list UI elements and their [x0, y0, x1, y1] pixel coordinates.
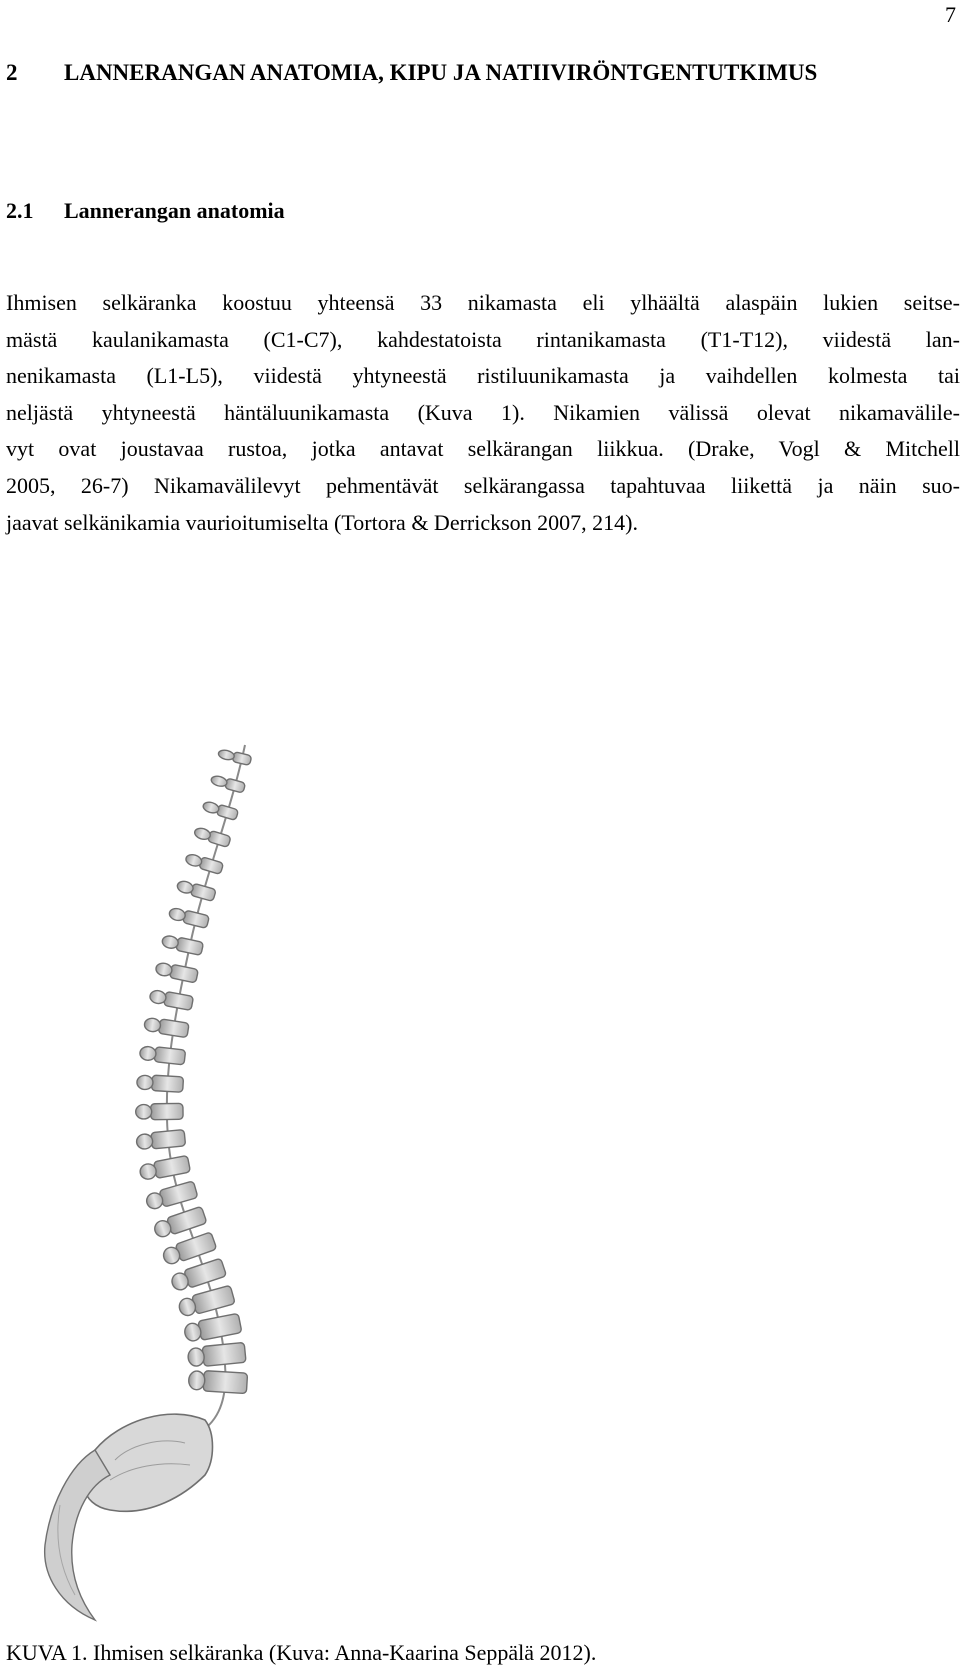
paragraph-line: vyt ovat joustavaa rustoa, jotka antavat selkärangan liikkua. (Drake, Vogl & Mitchell — [6, 436, 960, 462]
vertebra-process-icon — [136, 1104, 152, 1119]
vertebra-body-icon — [192, 1285, 236, 1314]
vertebrae-group — [136, 749, 252, 1394]
paragraph-line: nenikamasta (L1-L5), viidestä yhtyneestä ristiluunikamasta ja vaihdellen kolmesta tai — [6, 363, 960, 389]
paragraph-line: mästä kaulanikamasta (C1-C7), kahdestatoista rintanikamasta (T1-T12), viidestä lan- — [6, 326, 960, 352]
vertebra-body-icon — [216, 804, 238, 820]
section-number: 2.1 — [6, 198, 34, 223]
vertebra-process-icon — [139, 1046, 156, 1061]
vertebra-body-icon — [169, 964, 198, 983]
vertebra-body-icon — [190, 883, 216, 901]
vertebra-process-icon — [136, 1133, 153, 1149]
vertebra-body-icon — [176, 937, 204, 955]
vertebra-body-icon — [184, 1258, 227, 1288]
vertebra-process-icon — [210, 775, 228, 788]
vertebra-body-icon — [158, 1019, 189, 1038]
vertebra-body-icon — [183, 910, 210, 928]
vertebra-body-icon — [151, 1075, 183, 1092]
paragraph-line: jaavat selkänikamia vaurioitumiselta (Tortora & Derrickson 2007, 214). — [6, 509, 638, 535]
vertebra-body-icon — [151, 1103, 183, 1119]
vertebra-body-icon — [207, 830, 231, 847]
vertebra-body-icon — [175, 1232, 217, 1262]
vertebra-body-icon — [159, 1181, 198, 1207]
figure-caption: KUVA 1. Ihmisen selkäranka (Kuva: Anna-Kaarina Seppälä 2012). — [6, 1640, 597, 1665]
vertebra-body-icon — [153, 1155, 190, 1178]
spine-illustration — [0, 705, 360, 1635]
body-paragraph — [6, 285, 960, 541]
vertebra-body-icon — [198, 1313, 242, 1340]
chapter-number: 2 — [6, 60, 18, 85]
vertebra-body-icon — [151, 1130, 186, 1149]
section-title: Lannerangan anatomia — [64, 198, 285, 223]
chapter-title: LANNERANGAN ANATOMIA, KIPU JA NATIIVIRÖNTGENTUTKIMUS — [64, 60, 818, 85]
vertebra-body-icon — [164, 991, 194, 1010]
paragraph-line: Ihmisen selkäranka koostuu yhteensä 33 nikamasta eli ylhäältä alaspäin lukien seitse- — [6, 290, 960, 315]
spine-drawing — [0, 705, 360, 1635]
vertebra-body-icon — [167, 1206, 207, 1234]
vertebra-process-icon — [218, 749, 236, 761]
paragraph-line: 2005, 26-7) Nikamavälilevyt pehmentävät selkärangassa tapahtuvaa liikettä ja näin suo- — [6, 472, 960, 498]
vertebra-body-icon — [224, 778, 245, 793]
vertebra-body-icon — [202, 1342, 246, 1366]
vertebra-body-icon — [232, 752, 252, 766]
paragraph-line: neljästä yhtyneestä häntäluunikamasta (Kuva 1). Nikamien välissä olevat nikamavälile- — [6, 399, 960, 425]
vertebra-process-icon — [137, 1075, 154, 1090]
vertebra-body-icon — [199, 857, 224, 875]
page-number: 7 — [945, 2, 956, 27]
section-heading — [6, 198, 285, 224]
coccyx-icon — [45, 1450, 110, 1620]
vertebra-body-icon — [154, 1047, 186, 1065]
vertebra-body-icon — [203, 1371, 247, 1394]
chapter-heading — [6, 60, 817, 86]
vertebra-process-icon — [188, 1371, 205, 1391]
